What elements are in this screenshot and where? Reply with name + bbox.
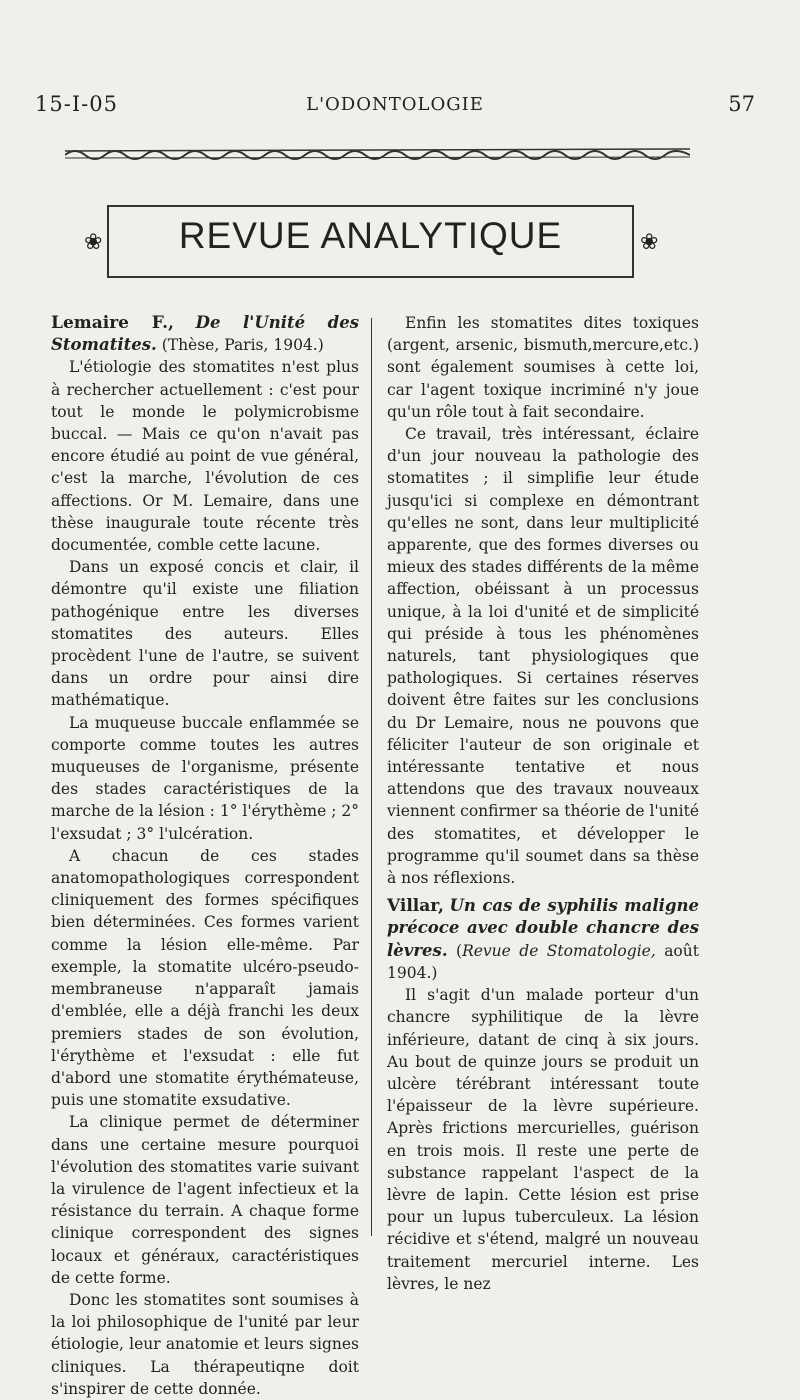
issue-date: 15-I-05 bbox=[35, 92, 118, 116]
entry-title: De l'Unité des Stomatites. bbox=[51, 313, 359, 355]
paragraph: Enfin les stomatites dites toxiques (argent, arsenic, bismuth,mercure,etc.) sont également soumises à cette loi, car l'agent toxique incriminé n'y joue qu'un rôle tout à fait secondaire. bbox=[387, 314, 699, 421]
paragraph: L'étiologie des stomatites n'est plus à rechercher actuellement : c'est pour tout le monde le polymicrobisme buccal. — Mais ce qu'on n'avait pas encore étudié au point de vue général, c'est la marche, l'évolution de ces affections. Or M. Lemaire, dans une thèse inaugurale toute récente très documentée, comble cette lacune. bbox=[51, 358, 359, 555]
fleuron-right-icon: ❀ bbox=[640, 230, 659, 255]
entry-author: Villar, bbox=[387, 896, 444, 917]
page-number: 57 bbox=[728, 92, 755, 116]
entry-heading bbox=[387, 895, 699, 984]
entry-author: Lemaire F., bbox=[51, 313, 174, 333]
entry-heading bbox=[51, 312, 359, 356]
fleuron-left-icon: ❀ bbox=[84, 230, 103, 255]
right-column bbox=[387, 312, 699, 1295]
entry-title: Un cas de syphilis maligne précoce avec double chancre des lèvres. bbox=[387, 896, 699, 960]
paragraph: La muqueuse buccale enflammée se comporte comme toutes les autres muqueuses de l'organisme, présente des stades caractéristiques de la marche de la lésion : 1° l'érythème ; 2° l'exsudat ; 3° l'ulcération. bbox=[51, 713, 359, 843]
entry-source: (Thèse, Paris, 1904.) bbox=[161, 336, 324, 355]
paragraph: A chacun de ces stades anatomopathologiques correspondent cliniquement des formes spécifiques bien déterminées. Ces formes varient comme la lésion elle-même. Par exemple, la stomatite ulcéro-pseudo-membraneuse n'apparaît jamais d'emblée, elle a déjà franchi les deux premiers stades de son évolution, l'érythème et l'exsudat : elle fut d'abord une stomatite érythémateuse, puis une stomatite exsudative. bbox=[51, 846, 359, 1110]
left-column bbox=[51, 312, 359, 1400]
section-title-underline bbox=[107, 276, 634, 278]
paragraph: Ce travail, très intéressant, éclaire d'un jour nouveau la pathologie des stomatites ; il simplifie leur étude jusqu'ici si complexe en démontrant qu'elles ne sont, dans leur multiplicité apparente, que des formes diverses ou mieux des stades différents de la même affection, obéissant à un processus unique, à la loi d'unité et de simplicité qui préside à tous les phénomènes naturels, tant physiologiques que pathologiques. Si certaines réserves doivent être faites sur les conclusions du Dr Lemaire, nous ne pouvons que féliciter l'auteur de son originale et intéressante tentative et nous attendons que des travaux nouveaux viennent confirmer sa théorie de l'unité des stomatites, et développer le programme qu'il soumet dans sa thèse à nos réflexions. bbox=[387, 425, 699, 888]
section-title: REVUE ANALYTIQUE bbox=[178, 215, 563, 256]
paragraph: Dans un exposé concis et clair, il démontre qu'il existe une filiation pathogénique entre les diverses stomatites des auteurs. Elles procèdent l'une de l'autre, se suivent dans un ordre pour ainsi dire mathématique. bbox=[51, 558, 359, 710]
paragraph: Donc les stomatites sont soumises à la loi philosophique de l'unité par leur étiologie, leur anatomie et leurs signes cliniques. La thérapeutiqne doit s'inspirer de cette donnée. bbox=[51, 1290, 359, 1398]
paragraph: La clinique permet de déterminer dans une certaine mesure pourquoi l'évolution des stomatites varie suivant la virulence de l'agent infectieux et la résistance du terrain. A chaque forme clinique correspondent des signes locaux et généraux, caractéristiques de cette forme. bbox=[51, 1113, 359, 1287]
entry-source-prefix: ( bbox=[456, 941, 463, 960]
decorative-rule-icon bbox=[65, 143, 690, 161]
entry-source-journal: Revue de Stomatologie, bbox=[462, 941, 656, 960]
column-divider bbox=[371, 318, 372, 1236]
running-header bbox=[35, 92, 755, 120]
entry-source-date: août 1904.) bbox=[387, 941, 699, 982]
journal-name: L'ODONTOLOGIE bbox=[306, 94, 484, 115]
paragraph: Il s'agit d'un malade porteur d'un chancre syphilitique de la lèvre inférieure, datant de cinq à six jours. Au bout de quinze jours se produit un ulcère térébrant intéressant toute l'épaisseur de la lèvre supérieure. Après frictions mercurielles, guérison en trois mois. Il reste une perte de substance rappelant l'aspect de la lèvre de lapin. Cette lésion est prise pour un lupus tuberculeux. La lésion récidive et s'étend, malgré un nouveau traitement mercuriel interne. Les lèvres, le nez bbox=[387, 986, 699, 1293]
